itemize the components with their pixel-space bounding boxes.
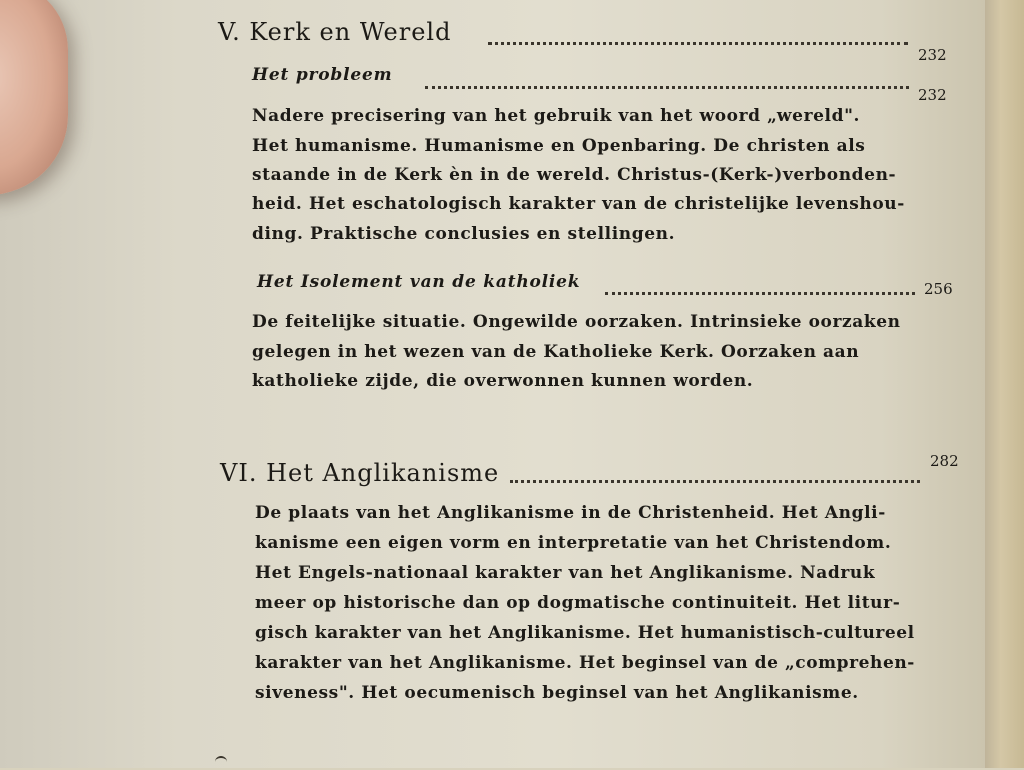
summary-line: De feitelijke situatie. Ongewilde oorzaken. Intrinsieke oorzaken [252,312,901,332]
section-vi-heading: VI. Het Anglikanisme [220,459,500,487]
subsection-page-probleem: 232 [918,86,947,104]
leader-dots [510,476,920,483]
leader-dots [488,38,908,45]
section-v-page: 232 [918,46,947,64]
section-v-heading: V. Kerk en Wereld [218,18,452,46]
summary-line: gisch karakter van het Anglikanisme. Het humanistisch-cultureel [255,623,915,643]
summary-line: staande in de Kerk èn in de wereld. Christus-(Kerk-)verbonden- [252,165,897,185]
summary-line: De plaats van het Anglikanisme in de Christenheid. Het Angli- [255,503,886,523]
summary-line: ding. Praktische conclusies en stellingen. [252,224,676,244]
subsection-page-isolement: 256 [924,280,953,298]
summary-line: Het humanisme. Humanisme en Openbaring. De christen als [252,136,866,156]
summary-line: karakter van het Anglikanisme. Het beginsel van de „comprehen- [255,653,915,673]
summary-line: gelegen in het wezen van de Katholieke Kerk. Oorzaken aan [252,342,860,362]
summary-line: Het Engels-nationaal karakter van het Anglikanisme. Nadruk [255,563,876,583]
summary-line: heid. Het eschatologisch karakter van de christelijke levenshou- [252,194,905,214]
leader-dots [425,82,909,89]
summary-line: katholieke zijde, die overwonnen kunnen worden. [252,371,754,391]
summary-line: Nadere precisering van het gebruik van het woord „wereld". [252,106,861,126]
section-vi-page: 282 [930,452,959,470]
summary-line: meer op historische dan op dogmatische continuiteit. Het litur- [255,593,901,613]
summary-line: siveness". Het oecumenisch beginsel van het Anglikanisme. [255,683,859,703]
leader-dots [605,288,915,295]
subsection-title-probleem: Het probleem [252,65,393,85]
summary-line: kanisme een eigen vorm en interpretatie van het Christendom. [255,533,892,553]
subsection-title-isolement: Het Isolement van de katholiek [257,272,581,292]
page-edge [985,0,1024,768]
